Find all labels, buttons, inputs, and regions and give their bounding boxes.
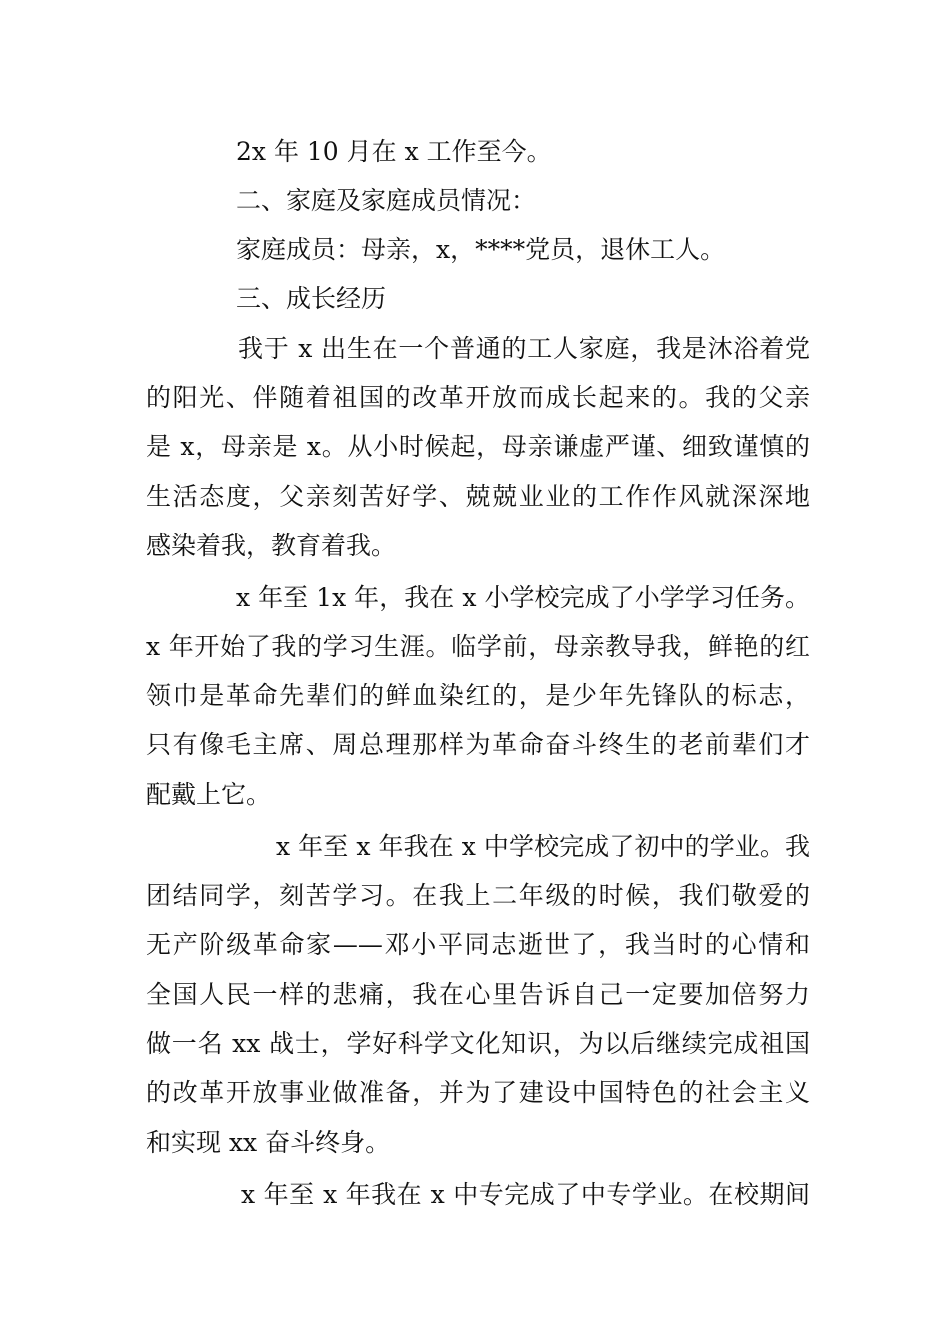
text-line: 生活态度，父亲刻苦好学、兢兢业业的工作作风就深深地 [146,482,810,511]
text-line: 团结同学，刻苦学习。在我上二年级的时候，我们敬爱的 [146,881,810,910]
text-line: 是 x，母亲是 x。从小时候起，母亲谦虚严谨、细致谨慎的 [146,432,810,461]
text-line: 我于 x 出生在一个普通的工人家庭，我是沐浴着党 [238,334,810,363]
text-line: 做一名 xx 战士，学好科学文化知识，为以后继续完成祖国 [146,1029,810,1058]
text-line: 只有像毛主席、周总理那样为革命奋斗终生的老前辈们才 [146,730,810,759]
text-line: x 年至 x 年我在 x 中学校完成了初中的学业。我 [276,832,810,861]
text-line: 无产阶级革命家——邓小平同志逝世了，我当时的心情和 [146,930,810,959]
text-line: 和实现 xx 奋斗终身。 [146,1128,391,1157]
section-heading-family: 二、家庭及家庭成员情况： [236,186,537,215]
text-line: 的改革开放事业做准备，并为了建设中国特色的社会主义 [146,1078,810,1107]
text-line: 的阳光、伴随着祖国的改革开放而成长起来的。我的父亲 [146,383,810,412]
text-line: 感染着我，教育着我。 [146,531,397,560]
text-line: 家庭成员：母亲，x，****党员，退休工人。 [236,235,726,264]
text-line: 全国人民一样的悲痛，我在心里告诉自己一定要加倍努力 [146,980,810,1009]
text-line: x 年至 1x 年，我在 x 小学校完成了小学学习任务。 [236,583,810,612]
text-line: 领巾是革命先辈们的鲜血染红的，是少年先锋队的标志， [146,681,810,710]
text-line: x 年至 x 年我在 x 中专完成了中专学业。在校期间 [241,1180,810,1209]
text-line: 配戴上它。 [146,780,272,809]
text-line: 2x 年 10 月在 x 工作至今。 [236,137,552,166]
section-heading-growth: 三、成长经历 [236,284,387,313]
text-line: x 年开始了我的学习生涯。临学前，母亲教导我，鲜艳的红 [146,632,810,661]
